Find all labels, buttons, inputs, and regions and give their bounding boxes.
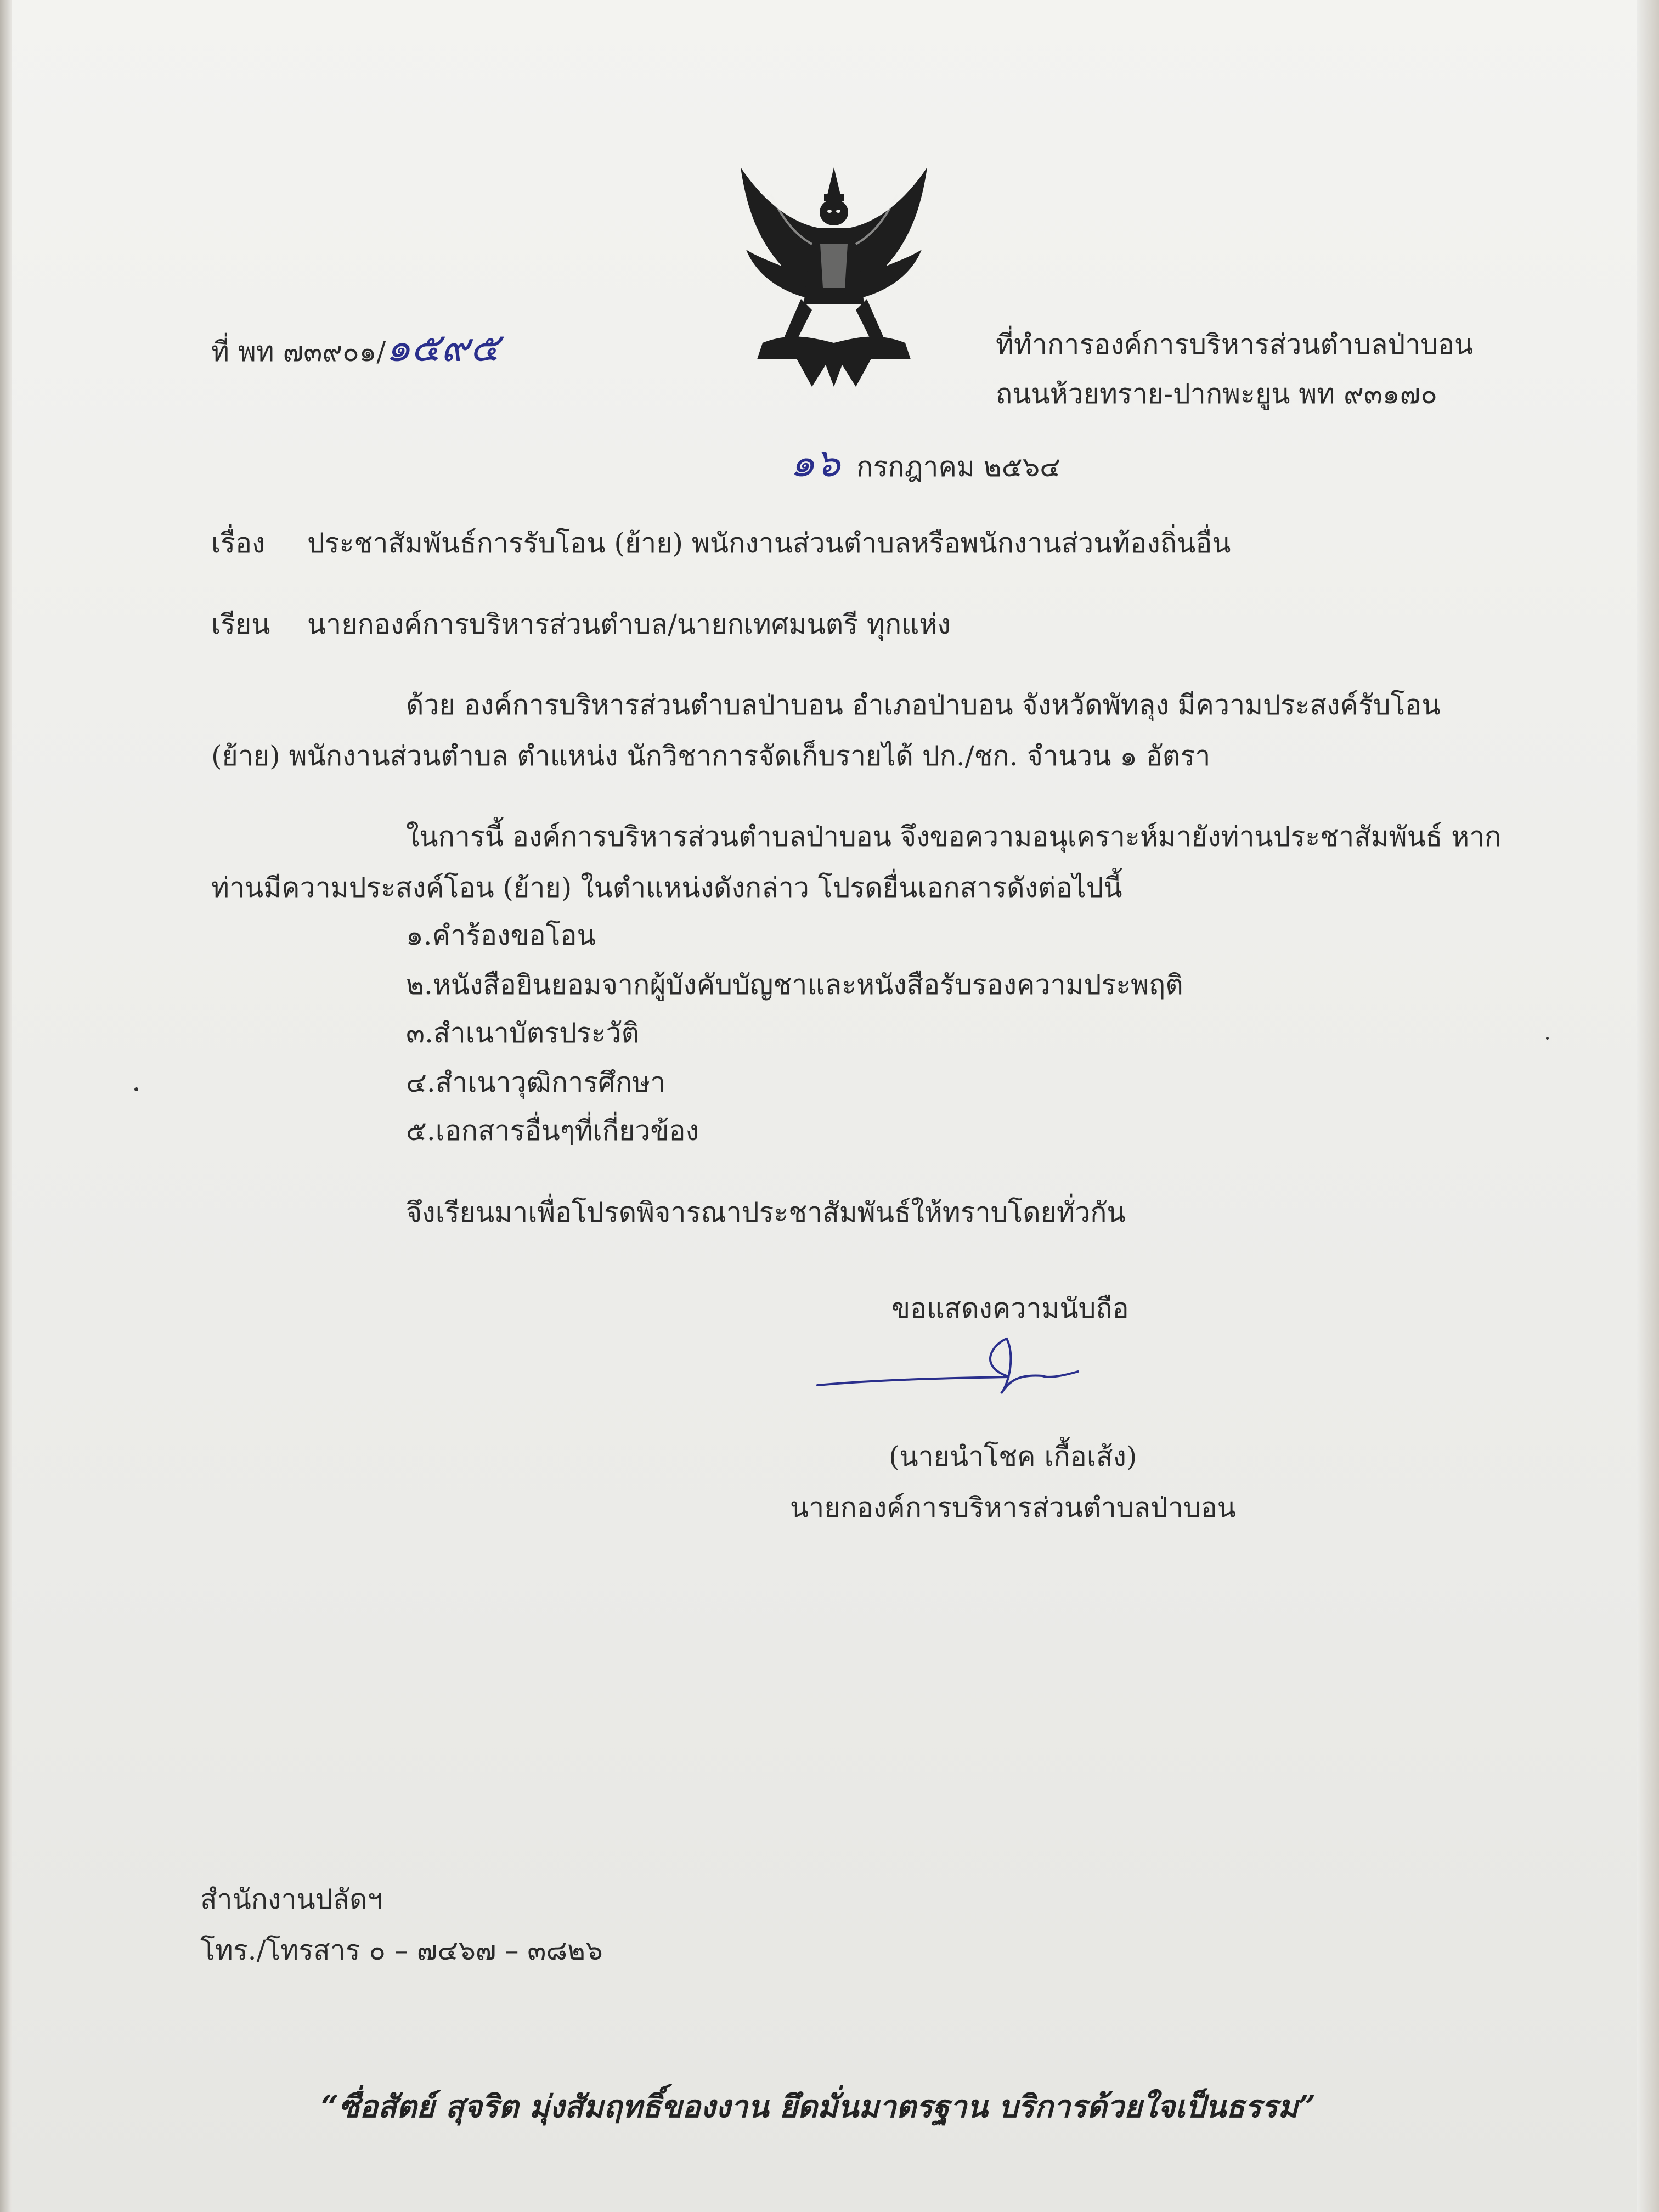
- handwritten-signature: [812, 1328, 1097, 1410]
- contact-phone: โทร./โทรสาร ๐ – ๗๔๖๗ – ๓๘๒๖: [200, 1934, 603, 1966]
- reference-handwritten-number: ๑๕๙๕: [386, 324, 500, 370]
- closing-paragraph: จึงเรียนมาเพื่อโปรดพิจารณาประชาสัมพันธ์ให้ทราบโดยทั่วกัน: [406, 1197, 1126, 1228]
- paper-speck: [134, 1087, 138, 1091]
- recipient-text: นายกองค์การบริหารส่วนตำบล/นายกเทศมนตรี ทุกแห่ง: [307, 608, 951, 640]
- document-list-item: ๔.สำเนาวุฒิการศึกษา: [406, 1066, 666, 1098]
- paragraph-1-line-2: (ย้าย) พนักงานส่วนตำบล ตำแหน่ง นักวิชาการจัดเก็บรายได้ ปก./ชก. จำนวน ๑ อัตรา: [211, 740, 1211, 772]
- document-list-item: ๕.เอกสารอื่นๆที่เกี่ยวข้อง: [406, 1115, 699, 1147]
- issuing-department: สำนักงานปลัดฯ: [200, 1883, 383, 1915]
- signer-title: นายกองค์การบริหารส่วนตำบลป่าบอน: [790, 1492, 1236, 1523]
- letter-date: [790, 439, 1060, 486]
- garuda-emblem-icon: [730, 162, 938, 392]
- subject-text: ประชาสัมพันธ์การรับโอน (ย้าย) พนักงานส่วนตำบลหรือพนักงานส่วนท้องถิ่นอื่น: [307, 527, 1231, 559]
- document-list-item: ๑.คำร้องขอโอน: [406, 919, 596, 951]
- closing-salutation: ขอแสดงความนับถือ: [891, 1293, 1129, 1324]
- paragraph-2-line-2: ท่านมีความประสงค์โอน (ย้าย) ในตำแหน่งดังกล่าว โปรดยื่นเอกสารดังต่อไปนี้: [211, 872, 1122, 904]
- organization-motto: “ซื่อสัตย์ สุจริต มุ่งสัมฤทธิ์ของงาน ยึดมั่นมาตรฐาน บริการด้วยใจเป็นธรรม”: [321, 2089, 1316, 2125]
- reference-prefix: ที่ พท ๗๓๙๐๑/: [211, 336, 386, 368]
- office-address-line-2: ถนนห้วยทราย-ปากพะยูน พท ๙๓๑๗๐: [996, 378, 1437, 410]
- paper-shadow-left: [0, 0, 12, 2212]
- office-address-line-1: ที่ทำการองค์การบริหารส่วนตำบลป่าบอน: [996, 329, 1474, 360]
- signer-name: (นายนำโชค เกื้อเส้ง): [889, 1441, 1137, 1472]
- recipient-label: เรียน: [211, 608, 270, 640]
- subject-label: เรื่อง: [211, 527, 266, 559]
- reference-number: [211, 324, 500, 371]
- paragraph-2-line-1: ในการนี้ องค์การบริหารส่วนตำบลป่าบอน จึงขอความอนุเคราะห์มายังท่านประชาสัมพันธ์ หาก: [406, 821, 1502, 853]
- document-list-item: ๒.หนังสือยินยอมจากผู้บังคับบัญชาและหนังสือรับรองความประพฤติ: [406, 969, 1183, 1001]
- date-day-handwritten: ๑๖: [790, 439, 840, 486]
- paper-speck: [1546, 1037, 1549, 1040]
- paragraph-1-line-1: ด้วย องค์การบริหารส่วนตำบลป่าบอน อำเภอป่าบอน จังหวัดพัทลุง มีความประสงค์รับโอน: [406, 689, 1441, 721]
- document-list-item: ๓.สำเนาบัตรประวัติ: [406, 1017, 640, 1049]
- paper-shadow-right: [1637, 0, 1659, 2212]
- date-month-year: กรกฎาคม ๒๕๖๔: [856, 451, 1061, 483]
